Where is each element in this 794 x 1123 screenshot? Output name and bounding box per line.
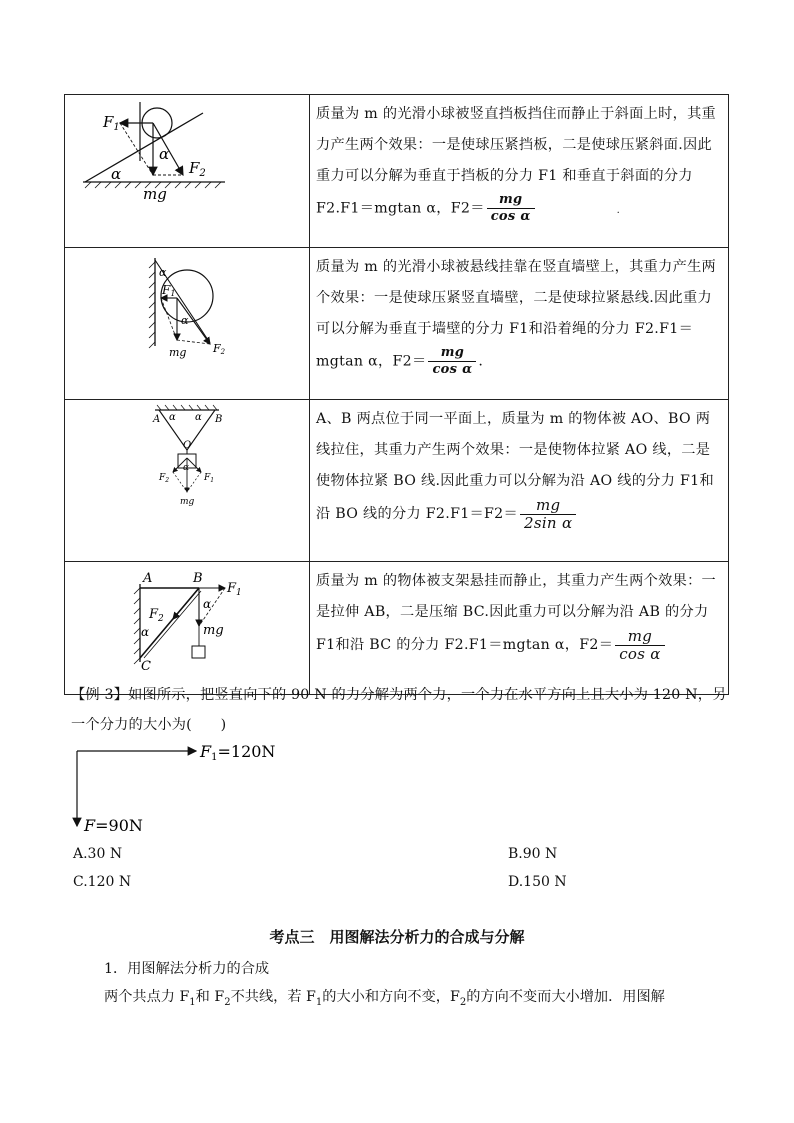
option-a[interactable]: A.30 N	[73, 846, 123, 862]
f1-label: $F_1$	[227, 581, 242, 598]
point-b-label: B	[215, 414, 223, 425]
bracket-diagram	[65, 562, 309, 690]
text-cell-4	[310, 562, 729, 695]
alpha-lower-label: α	[141, 625, 150, 639]
alpha-label-2: α	[181, 314, 189, 327]
figure-cell-3	[65, 400, 310, 562]
text-cell-1	[310, 95, 729, 248]
row4-text: 质量为 m 的物体被支架悬挂而静止，其重力产生两个效果：一是拉伸 AB，二是压缩 BC.因此重力可以分解为沿 AB 的分力 F1和沿 BC 的分力 F2.F1＝mgtan α，F2＝	[316, 573, 717, 653]
f1-force-label: F1=120N	[200, 742, 276, 763]
row2-tail: .	[478, 353, 484, 370]
fraction-denominator: cos α	[432, 362, 473, 377]
fraction-denominator: cos α	[619, 645, 661, 663]
example-3-figure	[70, 738, 290, 838]
option-b[interactable]: B.90 N	[508, 846, 558, 862]
fraction-numerator: mg	[520, 497, 576, 515]
wall-rope-diagram	[65, 248, 309, 395]
mg-label: mg	[169, 346, 187, 359]
alpha-incline-label: α	[111, 165, 122, 183]
point-b-label: B	[193, 571, 203, 586]
row3-text: A、B 两点位于同一平面上，质量为 m 的物体被 AO、BO 两线拉住，其重力产生两个效果：一是使物体拉紧 AO 线，二是使物体拉紧 BO 线.因此重力可以分解为沿 AO 线的分力 F1和沿 BO 线的分力 F2.F1＝F2＝	[316, 411, 714, 522]
fraction-3	[520, 497, 576, 531]
alpha-label: α	[203, 597, 212, 611]
f2-label: $F_2$	[149, 607, 164, 624]
incline-board-diagram	[65, 95, 309, 243]
row1-tail: .	[616, 204, 621, 216]
fraction-numerator: mg	[615, 628, 665, 646]
mg-label: mg	[143, 185, 167, 203]
alpha-label: α	[159, 145, 170, 163]
force-decomposition-table	[64, 94, 729, 695]
row1-text: 质量为 m 的光滑小球被竖直挡板挡住而静止于斜面上时，其重力产生两个效果：一是使球压紧挡板，二是使球压紧斜面.因此重力可以分解为垂直于挡板的分力 F1 和垂直于斜面的分力 F2.F1＝mgtan α，F2＝	[316, 106, 717, 217]
fraction-4	[615, 628, 665, 662]
figure-cell-2	[65, 248, 310, 400]
f1-label: $F_1$	[103, 113, 120, 133]
subsection-title: 1．用图解法分析力的合成	[104, 961, 270, 977]
fraction-denominator: 2sin α	[523, 514, 573, 532]
mg-label: mg	[203, 623, 224, 638]
fraction-numerator: mg	[487, 192, 535, 209]
row2-text: 质量为 m 的光滑小球被悬线挂靠在竖直墙壁上，其重力产生两个效果：一是使球压紧竖直墙壁，二是使球拉紧悬线.因此重力可以分解为垂直于墙壁的分力 F1和沿着绳的分力 F2.F1＝mgtan α，F2＝	[316, 259, 717, 370]
fraction-1	[487, 192, 535, 225]
example-3-question: 【例 3】如图所示，把竖直向下的 90 N 的力分解为两个力，一个力在水平方向上且大小为 120 N，另一个分力的大小为( )	[71, 687, 727, 733]
section-paragraph: 两个共点力 $F_1$和 $F_2$不共线，若 $F_1$的大小和方向不变，$F_2$的方向不变而大小增加．用图解	[104, 989, 665, 1008]
f-force-label: F=90N	[84, 816, 143, 835]
option-c[interactable]: C.120 N	[73, 874, 132, 890]
f2-label: $F_2$	[189, 159, 206, 179]
alpha-label: α	[159, 266, 167, 279]
f2-label: $F_2$	[159, 473, 170, 484]
option-d[interactable]: D.150 N	[508, 874, 567, 890]
figure-cell-4	[65, 562, 310, 695]
f2-label: F2	[213, 342, 226, 356]
section-heading: 考点三 用图解法分析力的合成与分解	[269, 928, 525, 946]
alpha-left-label: α	[169, 412, 176, 423]
alpha-lower-label: α	[183, 463, 190, 473]
text-cell-2	[310, 248, 729, 400]
figure-cell-1	[65, 95, 310, 248]
fraction-2	[428, 345, 476, 378]
point-c-label: C	[141, 659, 151, 674]
f1-label: $F_1$	[204, 473, 215, 484]
mg-label: mg	[180, 497, 195, 507]
alpha-right-label: α	[195, 412, 202, 423]
text-cell-3	[310, 400, 729, 562]
point-o-label: O	[183, 440, 192, 451]
f1-label: F1	[162, 283, 176, 298]
two-string-diagram	[65, 400, 309, 557]
point-a-label: A	[143, 571, 153, 586]
fraction-numerator: mg	[428, 345, 476, 362]
point-a-label: A	[153, 414, 161, 425]
fraction-denominator: cos α	[490, 209, 531, 224]
